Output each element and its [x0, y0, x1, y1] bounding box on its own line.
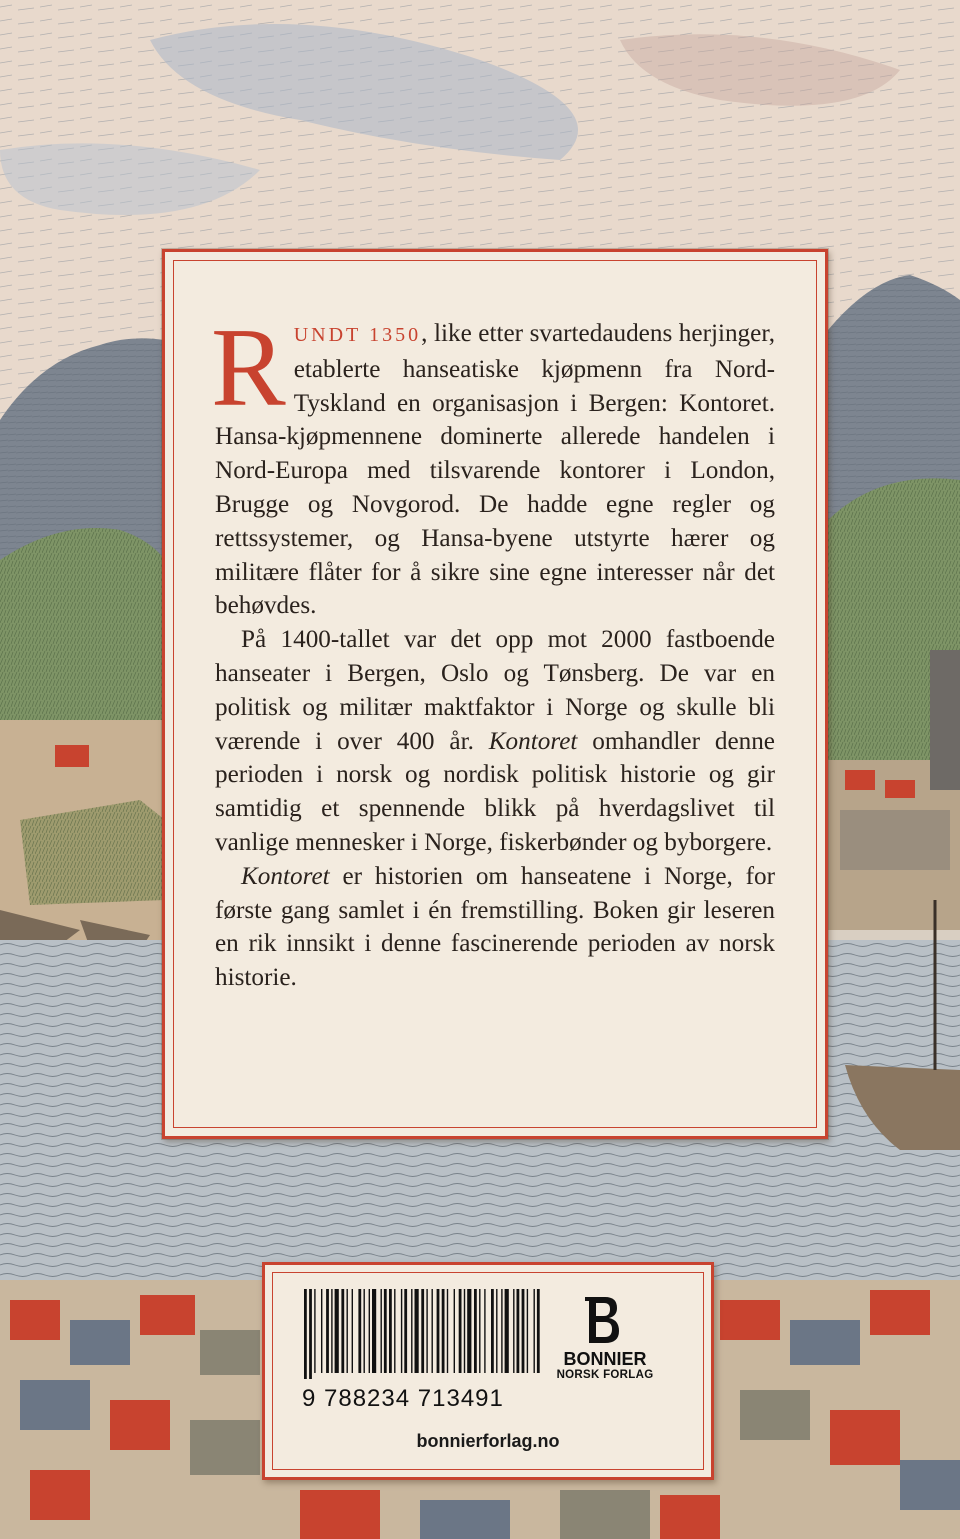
- publisher-name: BONNIER: [563, 1349, 647, 1369]
- barcode-bar: [335, 1289, 339, 1373]
- blurb-text: [211, 306, 775, 995]
- barcode-bar: [389, 1289, 392, 1373]
- barcode-bar: [352, 1289, 353, 1373]
- barcode-bar: [304, 1289, 307, 1379]
- barcode-bar: [372, 1289, 376, 1373]
- barcode-bar: [513, 1289, 514, 1373]
- barcode-bar: [404, 1289, 407, 1373]
- lead-smallcaps: UNDT 1350: [293, 324, 422, 346]
- paragraph-2-text-b: omhandler denne perioden i norsk og nordisk politisk historie og gir samtidig et spennende blikk på hverdagslivet til vanlige mennesker i Norge, fiskerbønder og byborgere.: [215, 727, 775, 856]
- barcode-bar: [411, 1289, 412, 1373]
- barcode-bar: [501, 1289, 502, 1373]
- barcode-bar: [474, 1289, 477, 1373]
- isbn-digits: 9 788234 713491: [302, 1385, 504, 1412]
- barcode-bar: [314, 1289, 315, 1373]
- blurb-panel: [162, 249, 828, 1139]
- barcode-bar: [394, 1289, 395, 1373]
- barcode-bar: [347, 1289, 348, 1373]
- barcode-bar: [447, 1289, 448, 1373]
- paragraph-3: [215, 860, 775, 995]
- barcode-bar: [426, 1289, 427, 1373]
- barcode-bar: [421, 1289, 424, 1373]
- barcode-bar: [401, 1289, 402, 1373]
- paragraph-2-italic: Kontoret: [488, 727, 578, 755]
- barcode-bar: [415, 1289, 419, 1373]
- barcode-bar: [369, 1289, 370, 1373]
- barcode-bar: [464, 1289, 465, 1373]
- publisher-subtitle: NORSK FORLAG: [556, 1369, 654, 1381]
- barcode-bar: [537, 1289, 540, 1373]
- barcode-bar: [522, 1289, 525, 1373]
- paragraph-2: [215, 623, 775, 860]
- barcode-bar: [309, 1289, 312, 1379]
- barcode-bar: [479, 1289, 480, 1373]
- barcode-bar: [534, 1289, 535, 1373]
- barcode-bar: [467, 1289, 471, 1373]
- barcode-bar: [454, 1289, 455, 1373]
- barcode-bar: [326, 1289, 329, 1373]
- barcode-panel: [262, 1262, 714, 1480]
- paragraph-1-text: , like etter svartedaudens herjinger, etablerte hanseatiske kjøpmenn fra Nord-Tyskland en organisasjon i Bergen: Kontoret. Hansa-kjøpmennene dominerte allerede handelen i Nord-Europa med tilsvarende kontorer i London, Brugge og Novgorod. De hadde egne regler og rettssystemer, og Hansa-byene utstyrte hærer og militære flåter for å sikre sine egne interesser når det behøvdes.: [215, 320, 775, 620]
- barcode-bar: [384, 1289, 387, 1373]
- isbn-barcode: [302, 1289, 546, 1379]
- paragraph-2-text-a: På 1400-tallet var det opp mot 2000 fastboende hanseater i Bergen, Oslo og Tønsberg. De var en politisk og militær maktfaktor i Norge og skulle bli værende i over 400 år.: [215, 626, 775, 755]
- barcode-bar: [484, 1289, 485, 1373]
- barcode-bar: [358, 1289, 361, 1373]
- paragraph-3-text: er historien om hanseatene i Norge, for første gang samlet i én fremstilling. Boken gir leseren en rik innsikt i denne fascinerende perioden av norsk historie.: [215, 862, 775, 992]
- barcode-bar: [331, 1289, 332, 1373]
- barcode-bar: [432, 1289, 433, 1373]
- publisher-website: bonnierforlag.no: [416, 1431, 560, 1451]
- barcode-bar: [517, 1289, 520, 1373]
- barcode-bar: [442, 1289, 445, 1373]
- barcode-bar: [341, 1289, 344, 1373]
- paragraph-1: [211, 306, 775, 623]
- barcode-bar: [437, 1289, 440, 1373]
- drop-cap: R: [211, 306, 286, 430]
- barcode-bar: [527, 1289, 528, 1373]
- barcode-bar: [459, 1289, 462, 1373]
- barcode-bar: [496, 1289, 497, 1373]
- barcode-bar: [321, 1289, 322, 1373]
- barcode-bar: [364, 1289, 365, 1373]
- barcode-bar: [505, 1289, 509, 1373]
- bonnier-b-logo-icon: [583, 1291, 623, 1347]
- barcode-bar: [491, 1289, 494, 1373]
- paragraph-3-italic: Kontoret: [241, 862, 330, 890]
- barcode-bar: [381, 1289, 382, 1373]
